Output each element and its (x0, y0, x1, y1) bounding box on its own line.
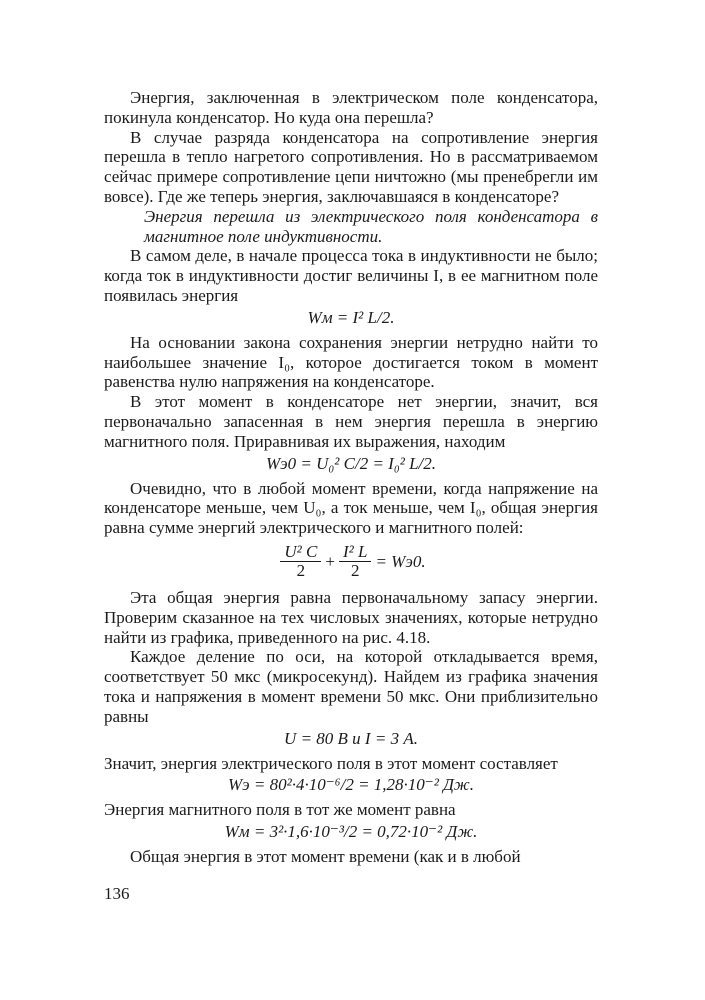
fraction-denominator: 2 (296, 561, 306, 581)
paragraph: На основании закона сохранения энергии нетрудно найти то наибольшее значение I₀, которое достигается током в момент равенства нулю напряжения на конденсаторе. (104, 332, 598, 392)
formula-values: U = 80 В и I = 3 А. (284, 728, 418, 748)
paragraph: Значит, энергия электрического поля в этот момент составляет (104, 753, 558, 773)
fraction-numerator: U² C (280, 543, 321, 562)
fraction-denominator: 2 (350, 561, 360, 581)
paragraph: В этот момент в конденсаторе нет энергии, значит, вся первоначально запасенная в нем энергия перешла в энергию магнитного поля. Приравнивая их выражения, находим (104, 392, 598, 451)
paragraph: Очевидно, что в любой момент времени, когда напряжение на конденсаторе меньше, чем U₀, а ток меньше, чем I₀, общая энергия равна сумме энергий электрического и магнитного полей: (104, 478, 598, 538)
paragraph: В самом деле, в начале процесса тока в индуктивности не было; когда ток в индуктивности достиг величины I, в ее магнитном поле появилась энергия (104, 246, 598, 305)
formula-energy-equality: Wэ0 = U₀² C/2 = I₀² L/2. (265, 453, 437, 473)
paragraph: Энергия магнитного поля в тот же момент равна (104, 800, 456, 820)
formula-total-energy (104, 542, 598, 582)
formula-result: = Wэ0. (375, 552, 426, 572)
formula-magnetic-energy-value: Wм = 3²·1,6·10⁻³/2 = 0,72·10⁻² Дж. (224, 822, 478, 842)
fraction-numerator: I² L (339, 543, 371, 562)
plus-sign: + (325, 552, 335, 572)
page-body (104, 88, 598, 867)
paragraph: Общая энергия в этот момент времени (как и в любой (130, 847, 521, 867)
page-number: 136 (104, 884, 130, 903)
fraction-electric (280, 543, 321, 580)
formula-magnetic-energy: Wм = I² L/2. (307, 307, 395, 327)
formula-electric-energy: Wэ = 80²·4·10⁻⁶/2 = 1,28·10⁻² Дж. (227, 775, 474, 795)
paragraph: Энергия, заключенная в электрическом поле конденсатора, покинула конденсатор. Но куда она перешла? (104, 88, 598, 127)
paragraph: Каждое деление по оси, на которой откладывается время, соответствует 50 мкс (микросекунд). Найдем из графика значения тока и напряжения в момент времени 50 мкс. Они приблизительно равны (104, 647, 598, 726)
fraction-magnetic (339, 543, 371, 580)
italic-statement: Энергия перешла из электрического поля конденсатора в магнитное поле индуктивности. (144, 206, 598, 246)
paragraph: Эта общая энергия равна первоначальному запасу энергии. Проверим сказанное на тех числовых значениях, которые нетрудно найти из графика, приведенного на рис. 4.18. (104, 587, 598, 647)
paragraph: В случае разряда конденсатора на сопротивление энергия перешла в тепло нагретого сопротивления. Но в рассматриваемом сейчас примере сопротивление цепи ничтожно (мы пренебрегли им вовсе). Где же теперь энергия, заключавшаяся в конденсаторе? (104, 127, 598, 206)
